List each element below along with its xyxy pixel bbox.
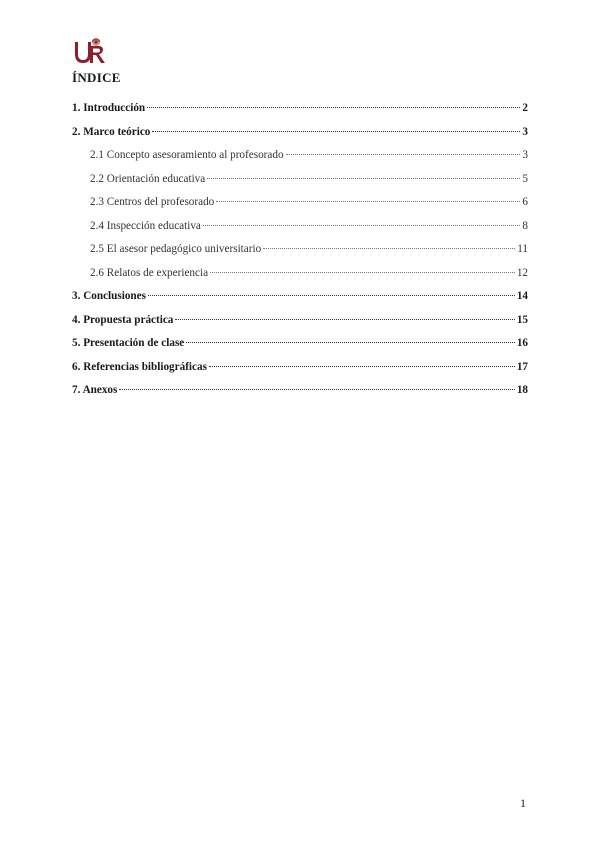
toc-leader-dots — [203, 213, 521, 226]
toc-leader-dots — [175, 307, 514, 320]
toc-leader-dots — [147, 95, 520, 108]
toc-entry-page: 18 — [516, 384, 528, 396]
toc-entry-page: 8 — [522, 219, 528, 232]
toc-entry-label: 2.3 Centros del profesorado — [90, 196, 215, 208]
toc-entry-label: 4. Propuesta práctica — [72, 313, 174, 326]
toc-entry-label: 2. Marco teórico — [72, 125, 151, 138]
toc-leader-dots — [209, 354, 515, 367]
toc-entry-page: 3 — [522, 149, 528, 161]
toc-leader-dots — [216, 189, 520, 202]
university-logo — [72, 36, 108, 66]
table-of-contents — [72, 98, 528, 404]
toc-entry-page: 3 — [522, 125, 528, 138]
toc-leader-dots — [152, 119, 520, 132]
toc-title: ÍNDICE — [72, 70, 121, 85]
toc-entry-label: 7. Anexos — [72, 384, 118, 396]
toc-entry-label: 2.4 Inspección educativa — [90, 219, 201, 232]
toc-entry-label: 6. Referencias bibliográficas — [72, 360, 207, 373]
toc-entry-page: 16 — [516, 337, 528, 349]
page-number: 1 — [520, 796, 526, 810]
toc-entry-page: 14 — [516, 290, 528, 302]
toc-entry-page: 15 — [516, 313, 528, 326]
toc-entry-page: 2 — [522, 102, 528, 114]
toc-leader-dots — [286, 142, 521, 155]
toc-leader-dots — [207, 166, 520, 179]
toc-entry-label: 1. Introducción — [72, 102, 146, 114]
toc-leader-dots — [119, 377, 514, 390]
toc-entry-label: 2.1 Concepto asesoramiento al profesorado — [90, 149, 284, 161]
toc-entry-page: 12 — [516, 266, 528, 279]
toc-leader-dots — [210, 260, 515, 273]
toc-entry-page: 11 — [517, 243, 528, 255]
university-seal-logo-icon — [72, 36, 108, 66]
toc-entry-label: 2.5 El asesor pedagógico universitario — [90, 243, 262, 255]
toc-entry-page: 6 — [522, 196, 528, 208]
toc-entry-label: 3. Conclusiones — [72, 290, 146, 302]
toc-entry-page: 5 — [522, 172, 528, 185]
toc-entry[interactable] — [72, 380, 528, 404]
toc-leader-dots — [263, 236, 515, 249]
toc-leader-dots — [186, 330, 515, 343]
toc-entry-label: 2.2 Orientación educativa — [90, 172, 206, 185]
toc-entry-label: 5. Presentación de clase — [72, 337, 185, 349]
toc-entry-page: 17 — [516, 360, 528, 373]
toc-entry-label: 2.6 Relatos de experiencia — [90, 266, 209, 279]
toc-leader-dots — [148, 283, 515, 296]
